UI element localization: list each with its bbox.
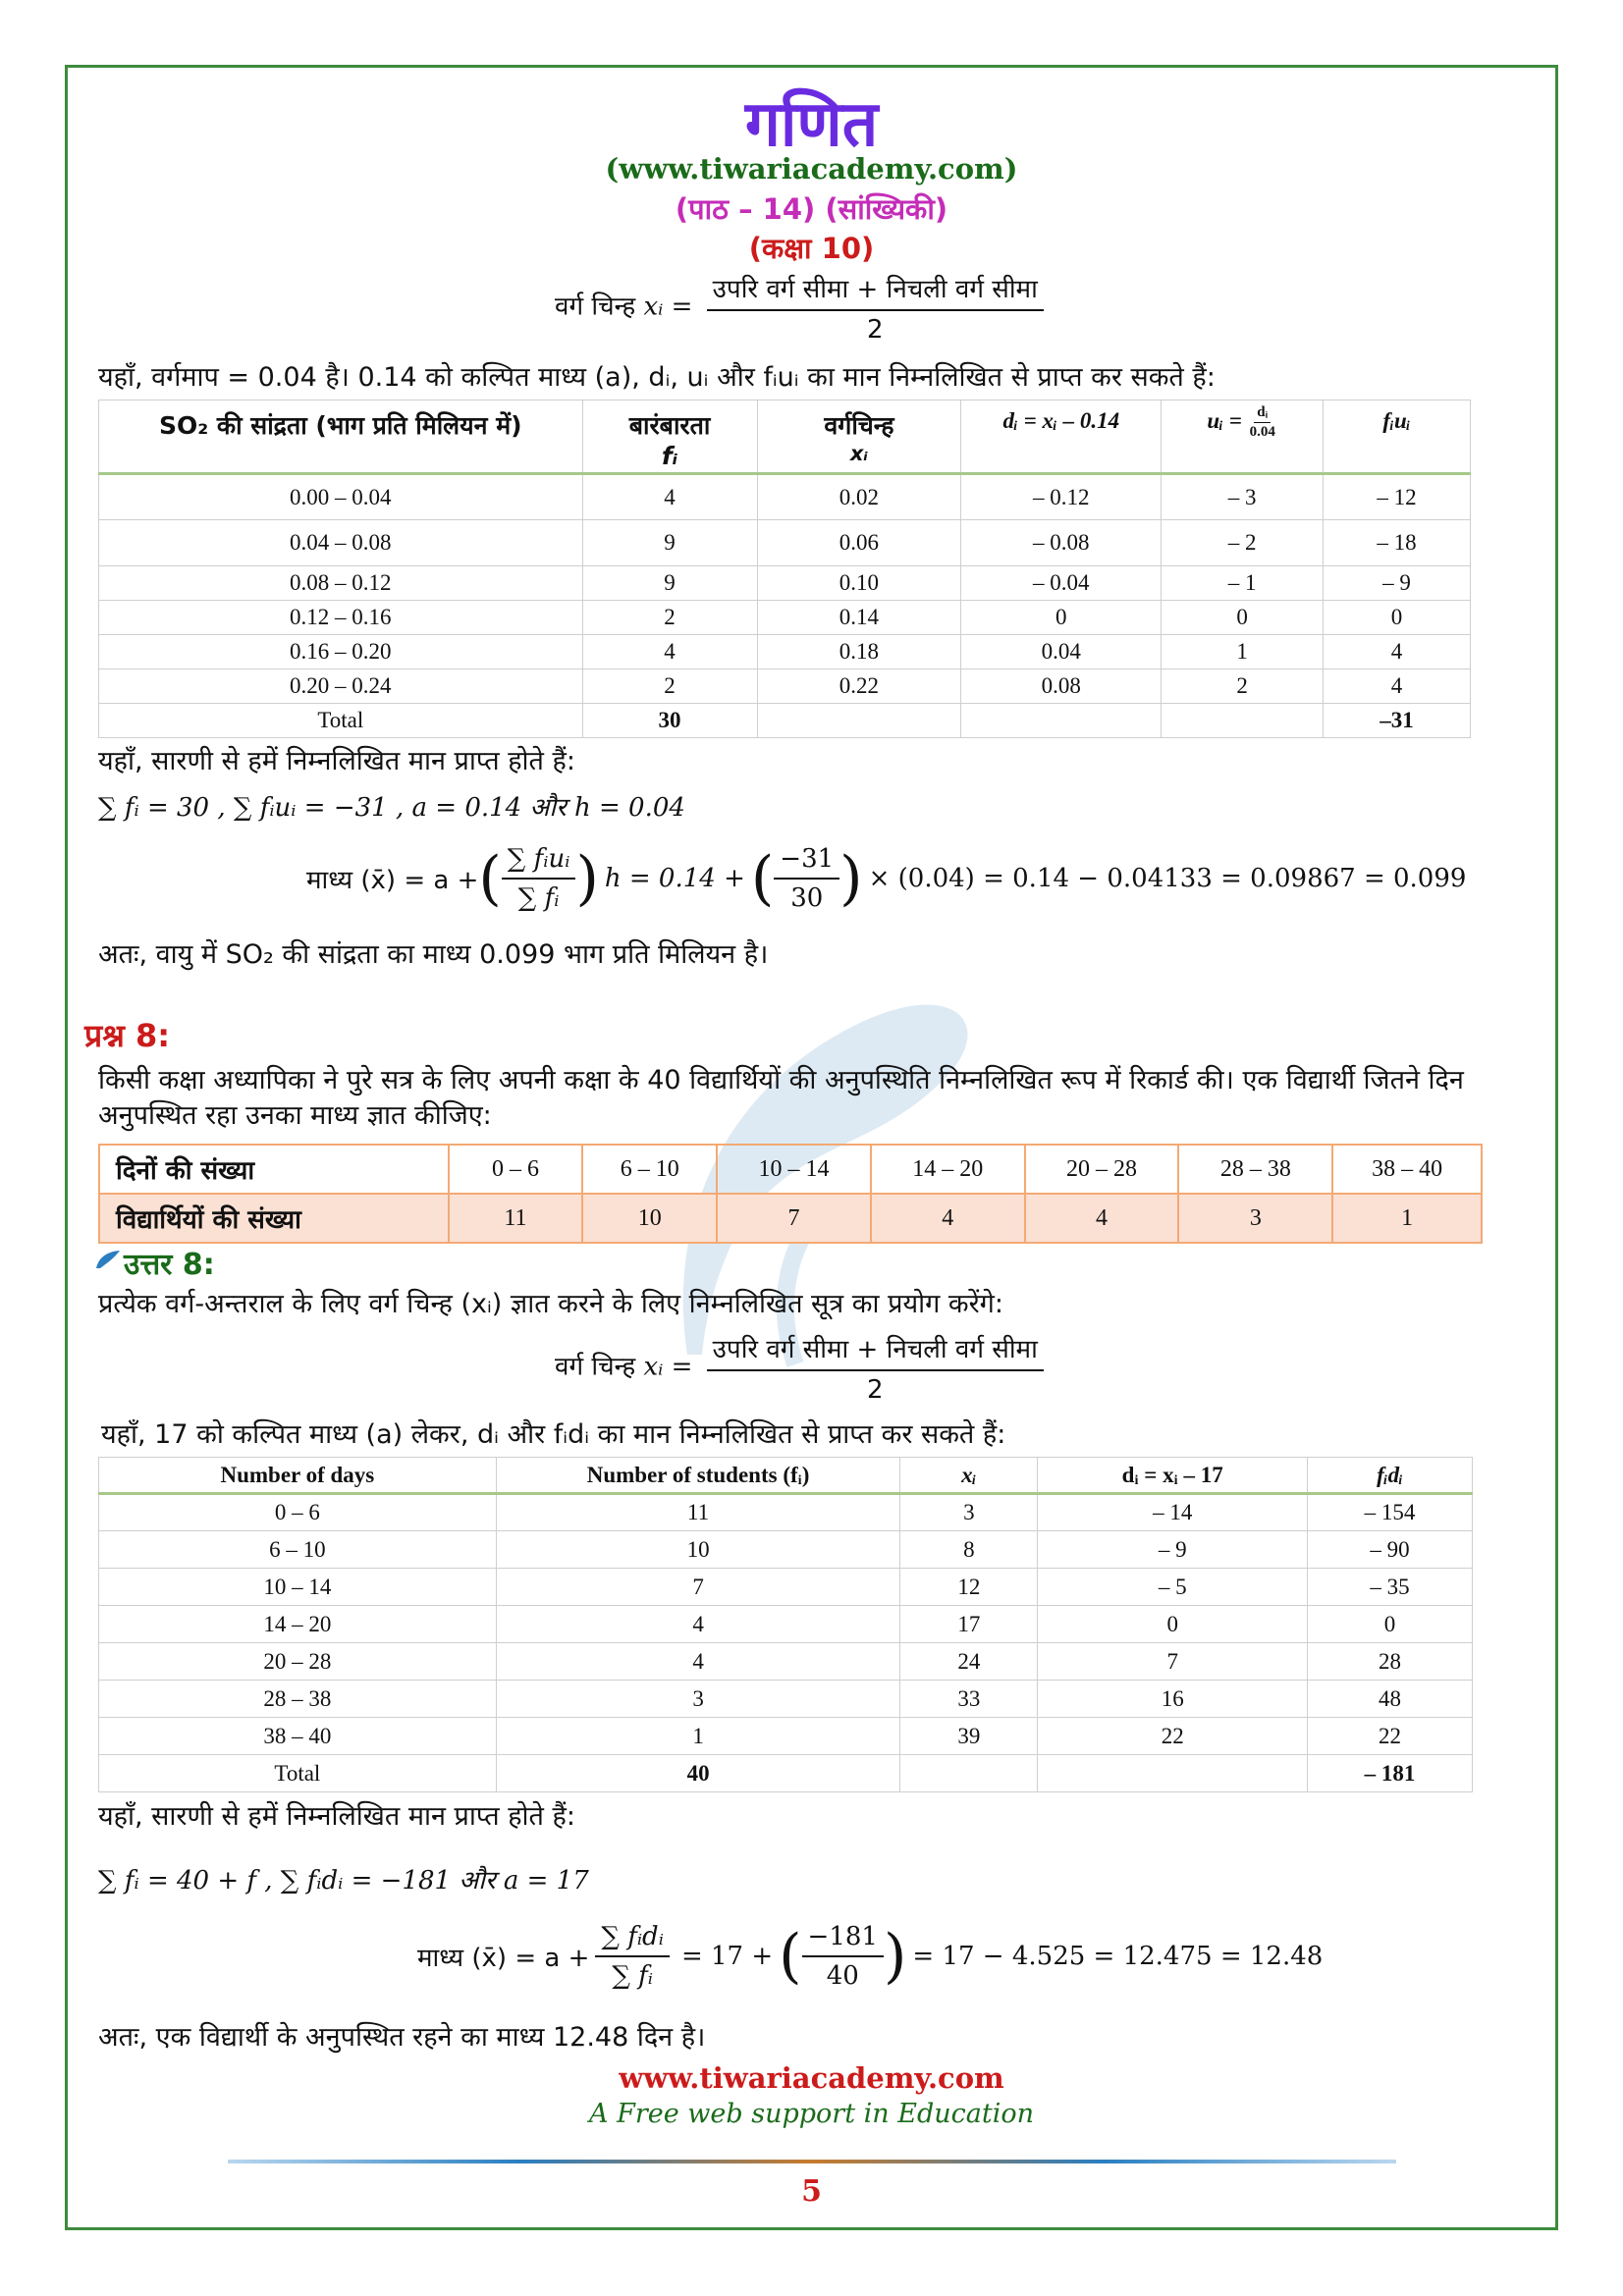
days-row: दिनों की संख्या 0 – 6 6 – 10 10 – 14 14 – 20 20 – 28 28 – 38 38 – 40 <box>99 1145 1482 1194</box>
intro-text-1: यहाँ, वर्गमाप = 0.04 है। 0.14 को कल्पित माध्य (a), dᵢ, uᵢ और fᵢuᵢ का मान निम्नलिखित से प्राप्त कर सकते हैं: <box>98 362 1216 393</box>
days-table <box>98 1457 1473 1792</box>
class-label: (कक्षा 10) <box>748 232 875 265</box>
answer-8-intro-2: यहाँ, 17 को कल्पित माध्य (a) लेकर, dᵢ और fᵢdᵢ का मान निम्नलिखित से प्राप्त कर सकते हैं: <box>101 1419 1006 1450</box>
conclusion-1: अतः, वायु में SO₂ की सांद्रता का माध्य 0.099 भाग प्रति मिलियन है। <box>98 939 769 970</box>
table-row: 0.08 – 0.12 9 0.10 – 0.04 – 1 – 9 <box>99 566 1471 601</box>
values-intro-1: यहाँ, सारणी से हमें निम्नलिखित मान प्राप्त होते हैं: <box>98 746 575 776</box>
col-header-xi: xᵢ <box>900 1458 1038 1494</box>
class-mark-formula-2: वर्ग चिन्ह xᵢ = $\frac{\text{उपरि वर्ग सीमा + निचली वर्ग सीमा}}{2}$ <box>555 1330 1050 1405</box>
table-row: 6 – 10 10 8 – 9 – 90 <box>99 1531 1473 1569</box>
col-header-di: dᵢ = xᵢ – 0.14 <box>961 400 1162 474</box>
table-row: 0.16 – 0.20 4 0.18 0.04 1 4 <box>99 635 1471 669</box>
footer-url-link[interactable]: www.tiwariacademy.com <box>619 2061 1004 2095</box>
question-8-heading: प्रश्न 8: <box>84 1017 171 1054</box>
formula-fraction <box>707 270 1044 345</box>
table-row: 14 – 20 4 17 0 0 <box>99 1606 1473 1643</box>
col-header-days: Number of days <box>99 1458 497 1494</box>
formula-numerator: उपरि वर्ग सीमा + निचली वर्ग सीमा <box>707 270 1044 311</box>
sums-1: ∑ fᵢ = 30 , ∑ fᵢuᵢ = −31 , a = 0.14 और h = 0.04 <box>98 793 685 823</box>
table-row: 10 – 14 7 12 – 5 – 35 <box>99 1569 1473 1606</box>
class-mark-formula-1 <box>555 270 1050 345</box>
formula-denominator: 2 <box>866 315 884 345</box>
formula-lhs: वर्ग चिन्ह <box>555 292 636 322</box>
answer-8-heading: उत्तर 8: <box>124 1248 215 1282</box>
formula-var: xᵢ = <box>643 292 693 322</box>
answer-logo-icon <box>94 1249 122 1270</box>
table-row: 0.20 – 0.24 2 0.22 0.08 2 4 <box>99 669 1471 704</box>
table-row: 0 – 6 11 3 – 14 – 154 <box>99 1494 1473 1531</box>
page-number: 5 <box>801 2174 822 2209</box>
question-8-text: किसी कक्षा अध्यापिका ने पुरे सत्र के लिए अपनी कक्षा के 40 विद्यार्थियों की अनुपस्थिति निम्नलिखित रूप में रिकार्ड की। एक विद्यार्थी जितने दिन अनुपस्थित रहा उनका माध्य ज्ञात कीजिए: <box>98 1065 1464 1132</box>
lesson-label: (पाठ – 14) (सांख्यिकी) <box>675 192 948 226</box>
col-header-frequency: बारंबारता fᵢ <box>582 400 757 474</box>
footer-divider <box>228 2160 1396 2163</box>
absence-data-table <box>98 1144 1483 1244</box>
sums-2: ∑ fᵢ = 40 + f , ∑ fᵢdᵢ = −181 और a = 17 <box>98 1866 589 1896</box>
col-header-di: dᵢ = xᵢ – 17 <box>1038 1458 1308 1494</box>
table-row: 0.12 – 0.16 2 0.14 0 0 0 <box>99 601 1471 635</box>
col-header-class-mark: वर्गचिन्ह xᵢ <box>757 400 961 474</box>
mean-formula-2: माध्य (x̄) = a + $\frac{\text{∑ fᵢdᵢ}}{\text{∑ fᵢ}}$ = 17 + ( $\frac{-181}{40}$ ) = 17 − 4.525 = 12.475 = 12.48 <box>417 1922 1324 1991</box>
mean-formula-1: माध्य (x̄) = a + ( $\frac{\text{∑ fᵢuᵢ}}{\text{∑ fᵢ}}$ ) h = 0.14 + ( $\frac{-31}{30}$ ) × (0.04) = 0.14 − 0.04133 = 0.09867 = 0.099 <box>306 844 1467 913</box>
table-total-row: Total 30 –31 <box>99 704 1471 738</box>
values-intro-2: यहाँ, सारणी से हमें निम्नलिखित मान प्राप्त होते हैं: <box>98 1801 575 1832</box>
conclusion-2: अतः, एक विद्यार्थी के अनुपस्थित रहने का माध्य 12.48 दिन है। <box>98 2022 706 2053</box>
answer-8-intro: प्रत्येक वर्ग-अन्तराल के लिए वर्ग चिन्ह (xᵢ) ज्ञात करने के लिए निम्नलिखित सूत्र का प्रयोग करेंगे: <box>98 1289 1003 1319</box>
table-row: 20 – 28 4 24 7 28 <box>99 1643 1473 1681</box>
students-row: विद्यार्थियों की संख्या 11 10 7 4 4 3 1 <box>99 1194 1482 1243</box>
table-row: 0.00 – 0.04 4 0.02 – 0.12 – 3 – 12 <box>99 474 1471 520</box>
col-header-ui: uᵢ = $\frac{\text{dᵢ}}{0.04}$ <box>1162 400 1324 474</box>
header-url-link[interactable]: (www.tiwariacademy.com) <box>605 152 1018 186</box>
col-header-students: Number of students (fᵢ) <box>496 1458 900 1494</box>
table-row: 28 – 38 3 33 16 48 <box>99 1681 1473 1718</box>
so2-table <box>98 400 1471 738</box>
col-header-concentration: SO₂ की सांद्रता (भाग प्रति मिलियन में) <box>99 400 583 474</box>
table-row: 38 – 40 1 39 22 22 <box>99 1718 1473 1755</box>
col-header-fiui: fᵢuᵢ <box>1324 400 1471 474</box>
page-title: गणित <box>744 88 879 161</box>
table-row: 0.04 – 0.08 9 0.06 – 0.08 – 2 – 18 <box>99 520 1471 566</box>
table-total-row: Total 40 – 181 <box>99 1755 1473 1792</box>
col-header-fidi: fᵢdᵢ <box>1308 1458 1473 1494</box>
footer-tagline: A Free web support in Education <box>589 2099 1034 2129</box>
